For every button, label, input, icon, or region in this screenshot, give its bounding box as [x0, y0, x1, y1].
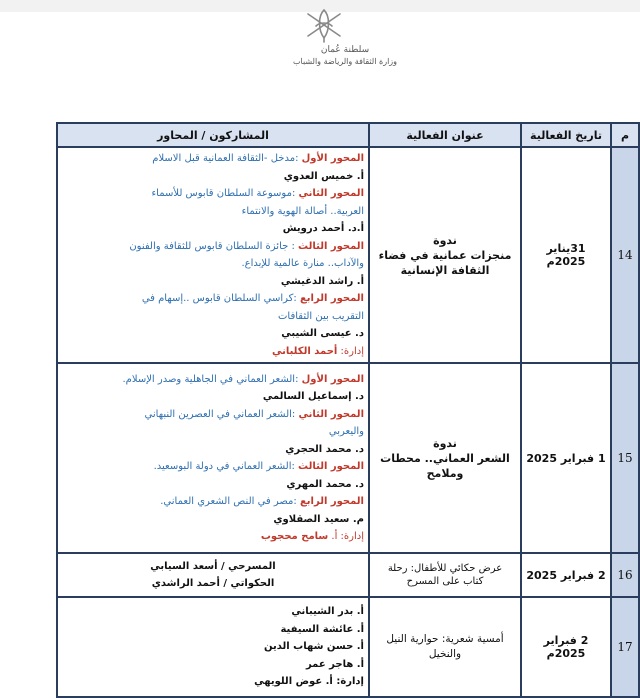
table-row: [57, 147, 639, 363]
column-header-participants: المشاركون / المحاور: [57, 123, 369, 147]
event-title-line: أمسية شعرية: حوارية النيل: [386, 633, 504, 645]
event-type: ندوة: [433, 436, 457, 450]
axis-line: [62, 238, 364, 256]
event-date: 2 فبراير 2025م: [521, 597, 611, 697]
participant-name: أ. بدر الشيباني: [291, 606, 364, 618]
axis-line: [62, 458, 364, 476]
moderator-name: أحمد الكلباني: [271, 345, 338, 357]
axis-topic: :موسوعة السلطان قابوس للأسماء: [151, 188, 296, 199]
event-title-line: الثقافة الإنسانية: [400, 263, 490, 277]
column-header-title: عنوان الفعالية: [369, 123, 521, 147]
event-title: [369, 363, 521, 553]
event-title: [369, 597, 521, 697]
event-date: 31يناير 2025م: [521, 147, 611, 363]
participants-cell: [57, 553, 369, 597]
axis-topic: :مصر في النص الشعري العماني.: [160, 496, 297, 507]
axis-label: المحور الرابع: [299, 496, 364, 507]
axis-topic: :الشعر العماني في الجاهلية وصدر الإسلام.: [122, 373, 299, 385]
participant-name: أ. حسن شهاب الدين: [263, 641, 364, 653]
participants-cell: [57, 147, 369, 363]
axis-line: [62, 185, 364, 203]
participants-cell: [57, 597, 369, 697]
participant-name: م. سعيد الصقلاوي: [273, 513, 364, 525]
row-number: 17: [611, 597, 639, 697]
ministry-header: [270, 44, 420, 68]
column-header-date: تاريخ الفعالية: [521, 123, 611, 147]
event-title-line: منجزات عمانية في فضاء: [378, 248, 512, 262]
ministry-line-1: سلطنة عُمان: [320, 45, 370, 55]
moderator-name: سامح محجوب: [260, 531, 329, 542]
events-table: [56, 122, 640, 698]
table-row: [57, 597, 639, 697]
event-date: 2 فبراير 2025: [521, 553, 611, 597]
axis-label: المحور الأول: [301, 153, 364, 164]
participant-name: أ. عائشة السيفية: [280, 623, 364, 635]
participant-name: د. إسماعيل السالمي: [262, 391, 364, 402]
event-title-line: والنخيل: [428, 648, 462, 660]
axis-line: [62, 371, 364, 389]
moderator-line: [62, 528, 364, 546]
event-title: [369, 147, 521, 363]
axis-topic: :الشعر العماني في دولة البوسعيد.: [153, 461, 295, 472]
axis-topic: :مدخل -الثقافة العمانية قبل الاسلام: [152, 153, 299, 164]
event-title-line: الشعر العماني.. محطات: [380, 451, 510, 465]
axis-line: [62, 150, 364, 168]
axis-topic-continued: التقريب بين الثقافات: [278, 310, 364, 322]
participant-name: إدارة: أ. عوض اللويهي: [254, 676, 364, 688]
event-title-line: عرض حكائي للأطفال: رحلة: [387, 563, 503, 574]
table-row: [57, 553, 639, 597]
participant-name: الحكواتي / أحمد الراشدي: [151, 578, 275, 589]
moderator-label: إدارة:: [337, 345, 364, 357]
row-number: 16: [611, 553, 639, 597]
ministry-line-2: وزارة الثقافة والرياضة والشباب: [292, 57, 398, 66]
event-title-line: كتاب على المسرح: [406, 576, 484, 587]
column-header-num: م: [611, 123, 639, 147]
participant-name: المسرحي / أسعد السيابي: [150, 560, 276, 572]
moderator-line: [62, 343, 364, 361]
axis-label: المحور الرابع: [299, 293, 364, 304]
axis-topic: :كراسي السلطان قابوس ..إسهام في: [141, 293, 297, 304]
axis-label: المحور الثالث: [298, 240, 364, 252]
axis-line: [62, 406, 364, 424]
participant-name: د. عيسى الشيبي: [281, 328, 364, 339]
axis-topic-continued: والآداب.. منارة عالمية للإبداع.: [241, 258, 364, 269]
axis-label: المحور الأول: [301, 373, 364, 385]
participant-name: د. محمد الحجري: [285, 443, 364, 455]
row-number: 14: [611, 147, 639, 363]
row-number: 15: [611, 363, 639, 553]
event-title-line: وملامح: [426, 466, 464, 480]
national-emblem-icon: [300, 4, 348, 44]
participant-name: أ. راشد الدغيشي: [280, 275, 364, 287]
event-type: ندوة: [433, 233, 457, 247]
moderator-label: إدارة: أ.: [328, 531, 364, 542]
table-header-row: [57, 123, 639, 147]
participant-name: أ.د. أحمد درويش: [282, 223, 364, 234]
axis-line: [62, 290, 364, 308]
participant-name: د. محمد المهري: [286, 478, 364, 490]
axis-topic-continued: العربية.. أصالة الهوية والانتماء: [241, 205, 364, 217]
axis-line: [62, 493, 364, 511]
axis-label: المحور الثالث: [298, 461, 364, 472]
axis-label: المحور الثاني: [298, 188, 364, 199]
participant-name: أ. خميس العدوي: [283, 170, 364, 182]
axis-topic: : جائزة السلطان قابوس للثقافة والفنون: [129, 240, 295, 252]
participants-cell: [57, 363, 369, 553]
axis-topic-continued: واليعربي: [328, 426, 364, 437]
event-title: [369, 553, 521, 597]
axis-topic: :الشعر العماني في العصرين النبهاني: [144, 408, 296, 420]
table-row: [57, 363, 639, 553]
event-date: 1 فبراير 2025: [521, 363, 611, 553]
participant-name: أ. هاجر عمر: [305, 658, 364, 670]
axis-label: المحور الثاني: [298, 408, 364, 420]
